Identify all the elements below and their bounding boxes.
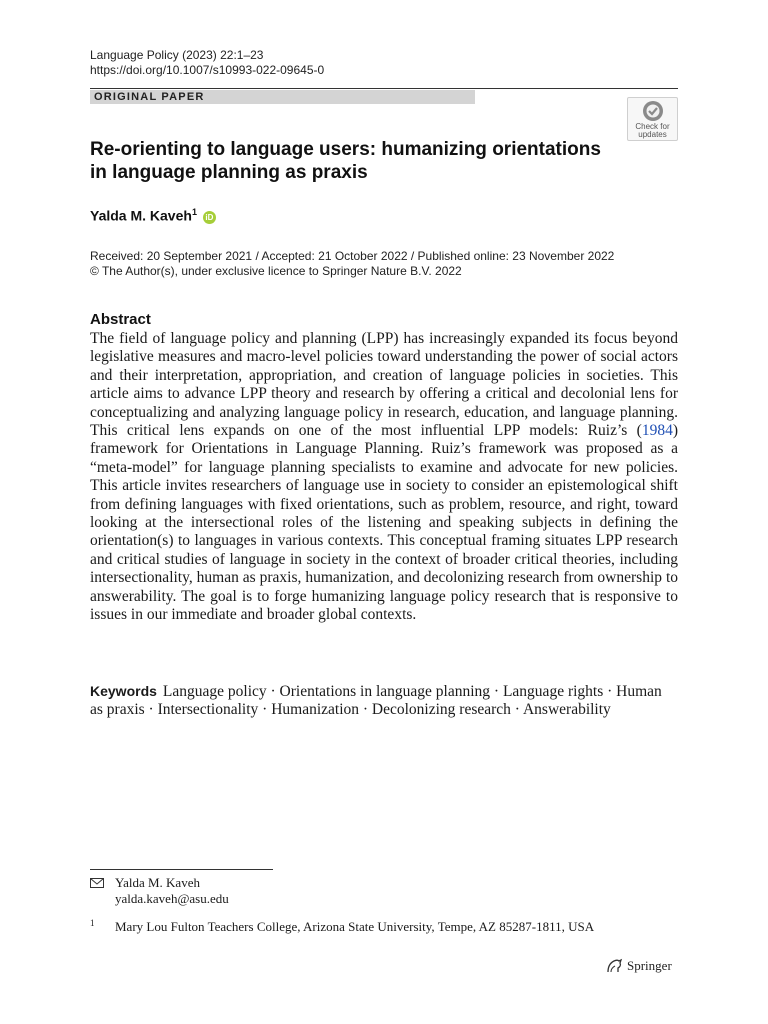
publication-dates xyxy=(90,249,614,279)
check-updates-icon xyxy=(642,100,664,122)
orcid-icon[interactable]: iD xyxy=(203,211,216,224)
abstract-body xyxy=(90,330,678,625)
citation-link[interactable]: 1984 xyxy=(641,422,673,440)
dates-line: Received: 20 September 2021 / Accepted: 21 October 2022 / Published online: 23 November 2022 xyxy=(90,249,615,263)
publisher-logo xyxy=(605,958,672,974)
affiliation-text: Mary Lou Fulton Teachers College, Arizona State University, Tempe, AZ 85287-1811, USA xyxy=(115,919,595,934)
copyright-line: © The Author(s), under exclusive licence to Springer Nature B.V. 2022 xyxy=(90,264,462,278)
affiliation-mark: 1 xyxy=(191,207,197,217)
publisher-name: Springer xyxy=(627,958,672,973)
author-name: Yalda M. Kaveh xyxy=(90,207,192,224)
footnote-rule xyxy=(90,869,273,870)
doi-link[interactable]: https://doi.org/10.1007/s10993-022-09645-0 xyxy=(90,63,325,77)
keywords-section xyxy=(90,682,678,720)
mail-icon xyxy=(90,878,104,888)
article-type-label: ORIGINAL PAPER xyxy=(90,90,475,104)
check-for-updates-button[interactable] xyxy=(627,97,678,141)
abstract-heading: Abstract xyxy=(90,311,151,328)
springer-horse-icon xyxy=(605,958,623,974)
header-rule xyxy=(90,88,678,89)
check-updates-label: Check for updates xyxy=(635,122,670,139)
abstract-text-part1: The field of language policy and planning (LPP) has increasingly expanded its focus beyond legislative measures and macro-level policies toward understanding the power of social actors and their interpretation, appropriation, and creation of language policies in societies. This article aims to advance LPP theory and research by offering a critical and decolonial lens for conceptualizing and analyzing language policy in research, education, and language planning. This critical lens expands on one of the most influential LPP models: Ruiz’s ( xyxy=(90,330,678,440)
article-title: Re-orienting to language users: humanizing orientations in language planning as praxis xyxy=(90,139,601,183)
author-line xyxy=(90,207,216,224)
corresponding-author-name: Yalda M. Kaveh xyxy=(115,875,200,890)
journal-citation: Language Policy (2023) 22:1–23 xyxy=(90,48,264,62)
corresponding-author-email[interactable]: yalda.kaveh@asu.edu xyxy=(115,891,229,906)
keywords-label: Keywords xyxy=(90,683,157,699)
keywords-list: Language policy · Orientations in language planning · Language rights · Human as praxis · Intersectionality · Humanization · Decolonizing research · Answerability xyxy=(90,683,662,719)
affiliation-number: 1 xyxy=(90,918,95,928)
abstract-text-part2: ) framework for Orientations in Language Planning. Ruiz’s framework was proposed as a “meta-model” for language planning specialists to examine and advocate for new policies. This article invites researchers of language use in society to consider an epistemological shift from defining languages with fixed orientations, such as problem, resource, and right, toward looking at the intersectional roles of the listening and speaking subjects in defining the orientation(s) to languages in various contexts. This conceptual framing situates LPP research and critical studies of language in society in the context of broader critical theories, including intersectionality, human as praxis, humanization, and decolonizing research from ownership to answerability. The goal is to forge humanizing language policy research that is responsive to issues in our immediate and broader global contexts. xyxy=(90,422,678,624)
